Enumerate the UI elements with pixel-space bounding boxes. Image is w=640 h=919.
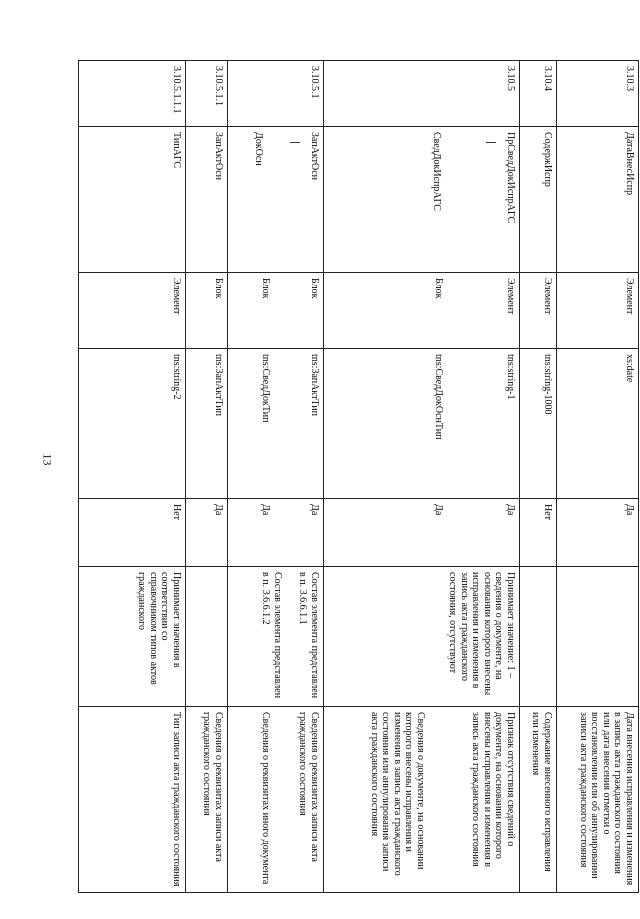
row-number: 3.10.5.1.1.1 <box>79 61 186 127</box>
row-number: 3.10.5.1.1 <box>186 61 228 127</box>
row-number: 3.10.4 <box>520 61 557 127</box>
sub-element-type: tns:СведДокТип <box>260 354 272 423</box>
element-description: Дата внесения исправления и изменения в запись акта гражданского состояния или дата внесения отметки о восстановлении или об аннулировании записи акта гражданского состояния <box>557 707 639 893</box>
table-row <box>557 61 639 893</box>
table-row <box>228 61 324 893</box>
element-name: СодержИспр <box>520 127 557 273</box>
required-flag: Да <box>557 499 639 567</box>
element-description: Содержание внесенного исправления или изменения <box>520 707 557 893</box>
table-row <box>520 61 557 893</box>
separator-mark <box>291 142 301 143</box>
element-note <box>186 567 228 707</box>
spec-table <box>78 60 639 893</box>
required-flag: Да <box>186 499 228 567</box>
sub-element-kind: Блок <box>433 278 445 299</box>
sub-required-flag: Да <box>433 504 445 516</box>
element-kind: Элемент <box>557 273 639 349</box>
element-kind: Элемент <box>520 273 557 349</box>
sub-element-name: ДокОсн <box>253 132 265 166</box>
sub-element-kind: Блок <box>260 278 272 299</box>
element-type: tns:ЗапАктТип <box>186 349 228 499</box>
element-type: xs:date <box>557 349 639 499</box>
element-note <box>520 567 557 707</box>
required-flag: Нет <box>520 499 557 567</box>
element-description: Тип записи акта гражданского состояния <box>79 707 186 893</box>
element-type: tns:string-2 <box>79 349 186 499</box>
element-name: ДатаВнесИспр <box>557 127 639 273</box>
rotated-table-wrapper <box>79 60 639 892</box>
element-kind: Блок <box>309 278 320 299</box>
element-note: Состав элемента представлен в п. 3.6.6.1.1 <box>297 572 320 699</box>
page-number: 13 <box>40 453 55 466</box>
element-type: tns:string-1 <box>505 354 516 400</box>
element-name: ПрСведДокИспрАГС <box>505 132 516 224</box>
required-flag: Да <box>505 504 516 516</box>
element-name: ТипАГС <box>79 127 186 273</box>
required-flag: Да <box>309 504 320 516</box>
element-description: Сведения о реквизитах записи акта гражданского состояния <box>186 707 228 893</box>
row-number: 3.10.3 <box>557 61 639 127</box>
element-kind: Элемент <box>505 278 516 315</box>
sub-element-description: Сведения о документе, на основании которого внесены исправления и изменения в запись акта гражданского состояния или аннулирования записи акта гражданского состояния <box>369 712 426 876</box>
table-row <box>186 61 228 893</box>
element-note: Принимает значения в соответствии со справочником типов актов гражданского <box>79 567 186 707</box>
element-note <box>557 567 639 707</box>
element-name: ЗапАктОсн <box>186 127 228 273</box>
element-description: Признак отсутствия сведений о документе, на основании которого внесены исправления и изменения в запись акта гражданского состояния <box>470 712 516 867</box>
element-kind: Элемент <box>79 273 186 349</box>
element-type: tns:string-1000 <box>520 349 557 499</box>
sub-element-note: Состав элемента представлен в п. 3.6.6.1.2 <box>260 572 283 699</box>
element-type: tns:ЗапАктТип <box>309 354 320 416</box>
sub-required-flag: Да <box>260 504 272 516</box>
table-row <box>79 61 186 893</box>
sub-element-description: Сведения о реквизитах иного документа <box>260 712 271 885</box>
required-flag: Нет <box>79 499 186 567</box>
row-number: 3.10.5.1 <box>228 61 324 127</box>
element-note: Принимает значение: 1 – сведения о документе, на основании которого внесены исправления и изменения в запись акта гражданского состояния, отсутствуют <box>324 567 520 707</box>
element-name: ЗапАктОсн <box>309 132 320 180</box>
element-description: Сведения о реквизитах записи акта гражданского состояния <box>297 712 320 862</box>
element-kind: Блок <box>186 273 228 349</box>
separator-mark <box>487 142 497 143</box>
sub-element-name: СведДокИспрАГС <box>431 132 443 211</box>
table-row <box>324 61 520 893</box>
sub-element-type: tns:СведДокОснТип <box>433 354 445 440</box>
row-number: 3.10.5 <box>324 61 520 127</box>
